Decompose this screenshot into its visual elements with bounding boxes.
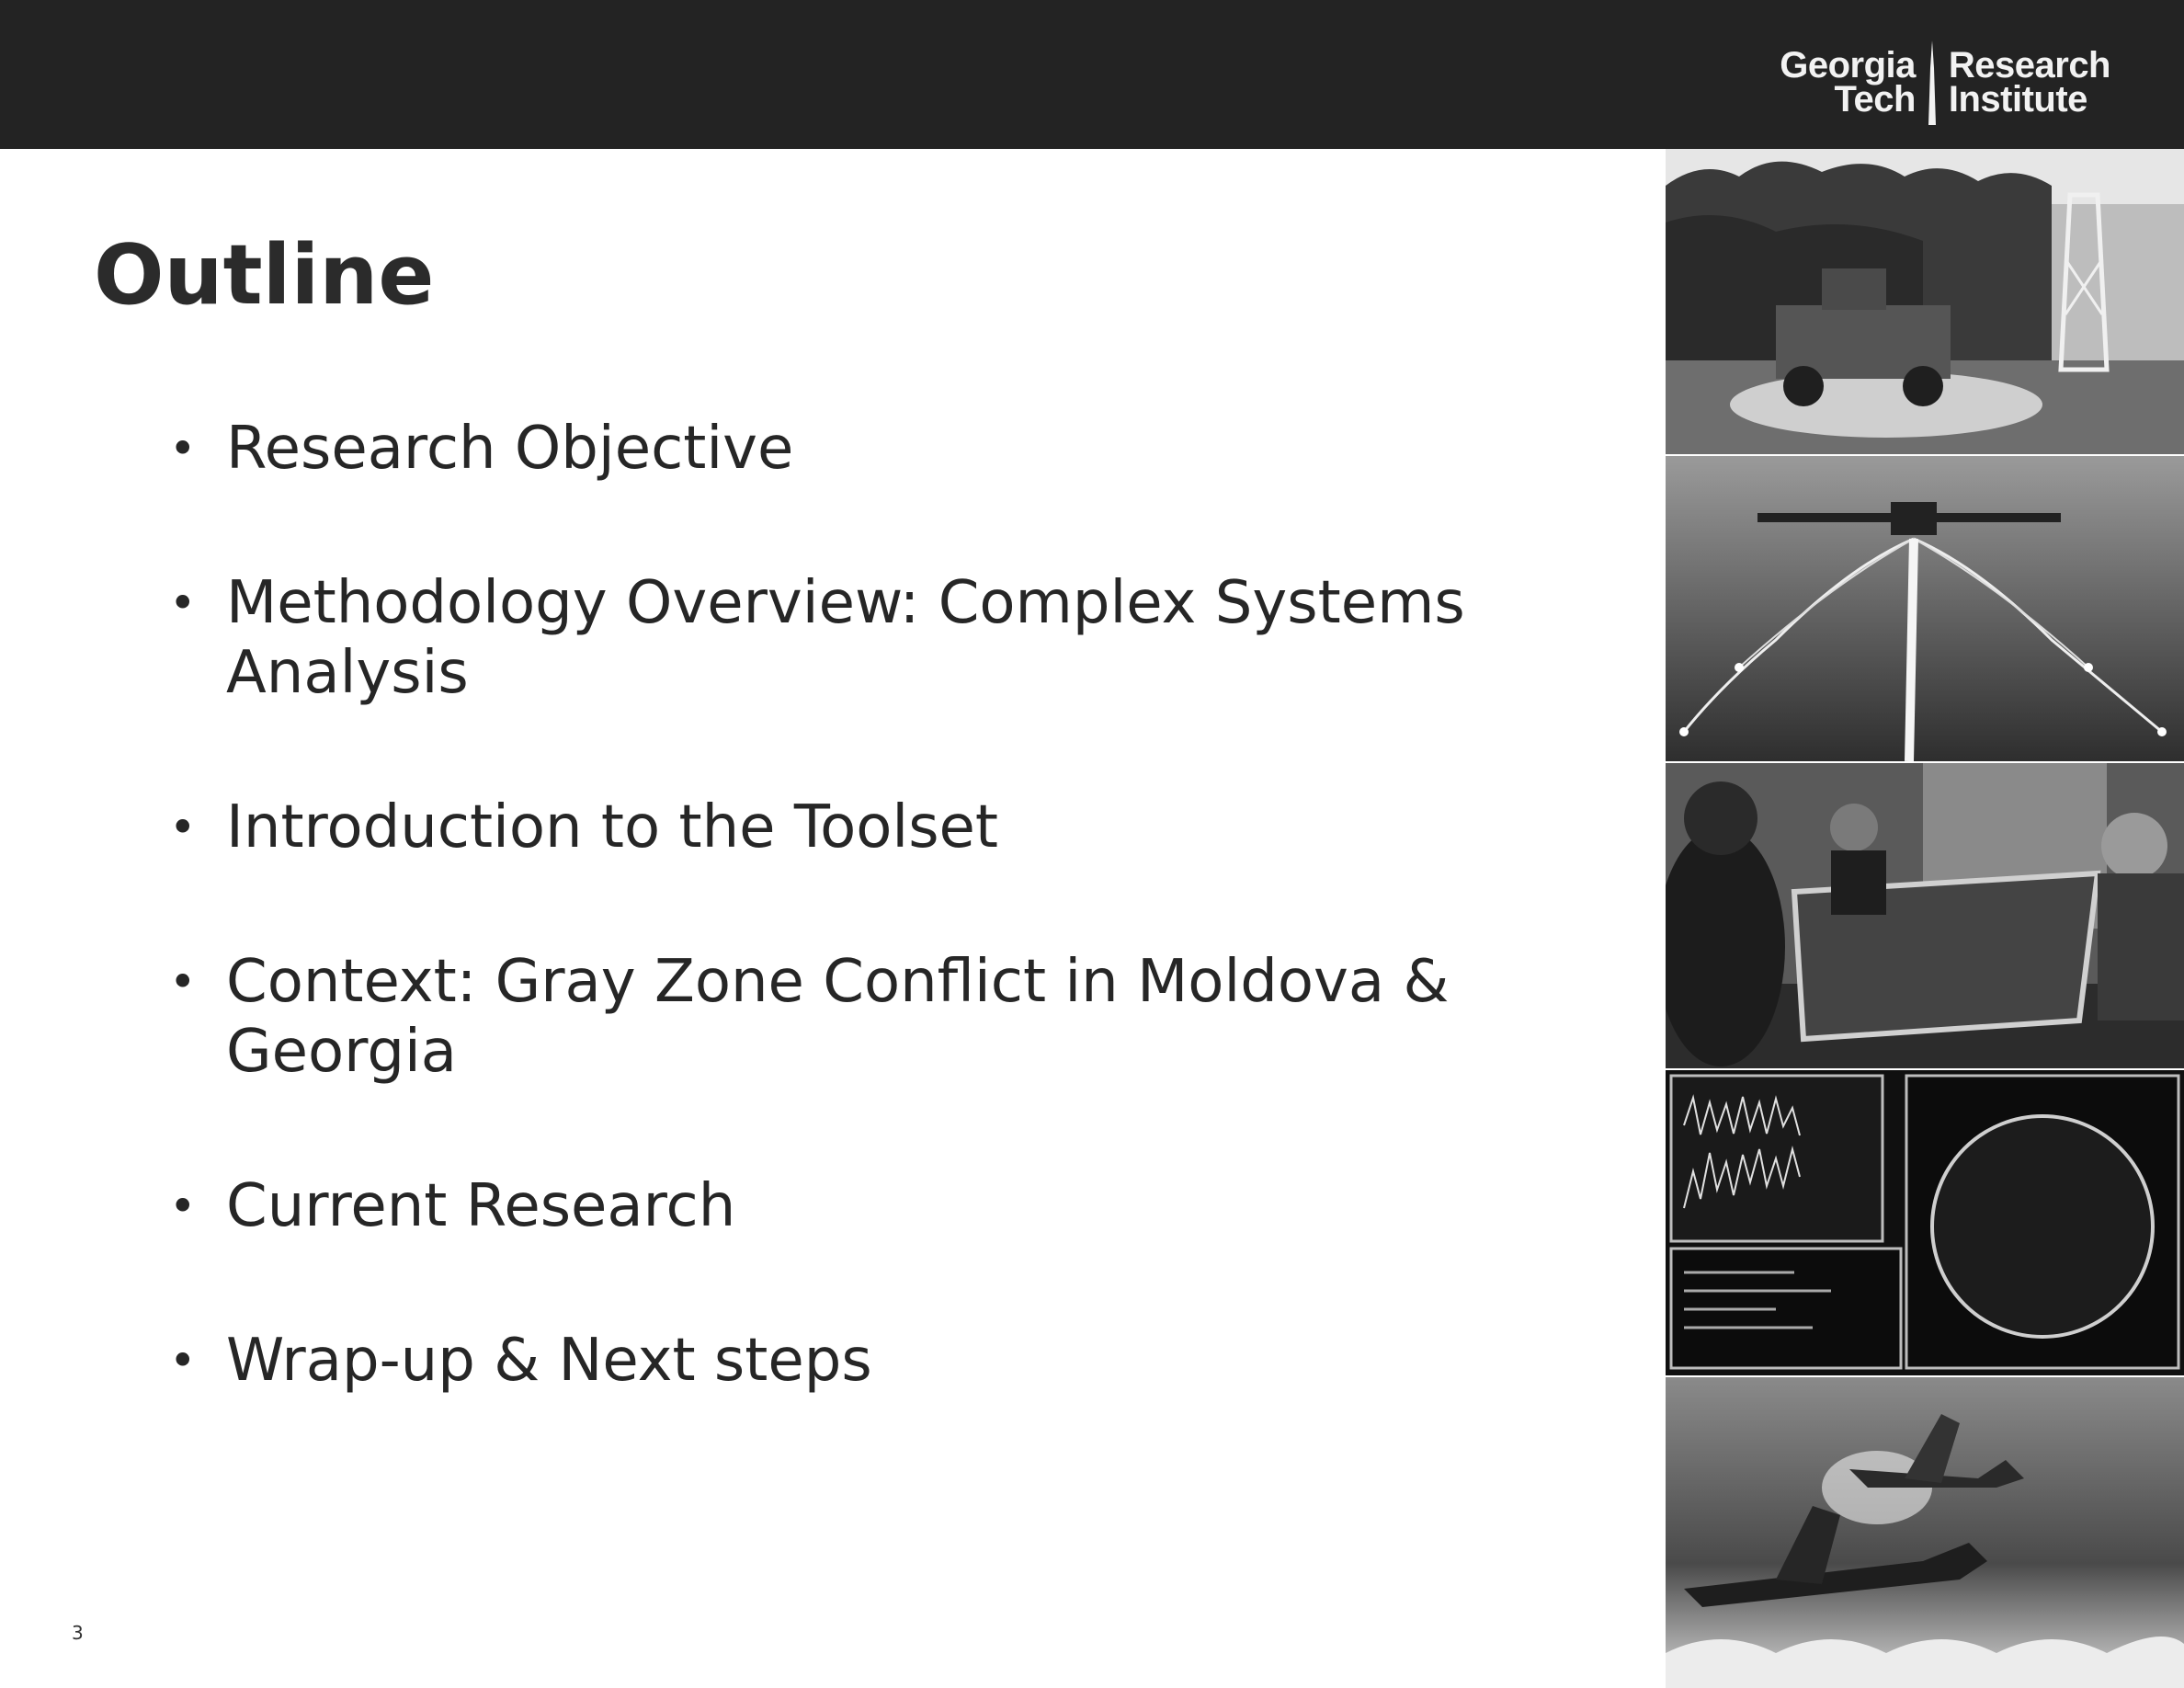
- gtri-logo: [1780, 40, 2110, 125]
- slide-title: Outline: [94, 227, 435, 324]
- photo-fighter-jets: [1666, 1377, 2184, 1688]
- bullet-icon: •: [169, 801, 197, 854]
- outline-item: • Introduction to the Toolset: [169, 793, 998, 861]
- logo-wordmark-left: Georgia Tech: [1780, 45, 1916, 120]
- photo-aircraft-flares: [1666, 456, 2184, 761]
- photo-military-vehicle: [1666, 149, 2184, 454]
- bullet-icon: •: [169, 1334, 197, 1387]
- outline-item: • Context: Gray Zone Conflict in Moldova & Georgia: [169, 948, 1450, 1086]
- logo-wordmark-right: Research Institute: [1948, 45, 2110, 120]
- outline-list: [165, 414, 1489, 1480]
- bullet-icon: •: [169, 1180, 197, 1233]
- outline-item: • Methodology Overview: Complex Systems Analysis: [169, 569, 1465, 707]
- tower-spire-icon: [1921, 40, 1943, 125]
- outline-item: • Research Objective: [169, 415, 794, 483]
- photo-researchers-panel: [1666, 763, 2184, 1068]
- header-bar: [0, 0, 2184, 149]
- page-number: 3: [72, 1622, 84, 1644]
- photo-strip: [1666, 149, 2184, 1688]
- outline-item: • Wrap-up & Next steps: [169, 1327, 872, 1395]
- bullet-icon: •: [169, 955, 197, 1009]
- bullet-icon: •: [169, 576, 197, 630]
- photo-data-monitors: [1666, 1070, 2184, 1375]
- bullet-icon: •: [169, 422, 197, 475]
- outline-item: • Current Research: [169, 1172, 736, 1240]
